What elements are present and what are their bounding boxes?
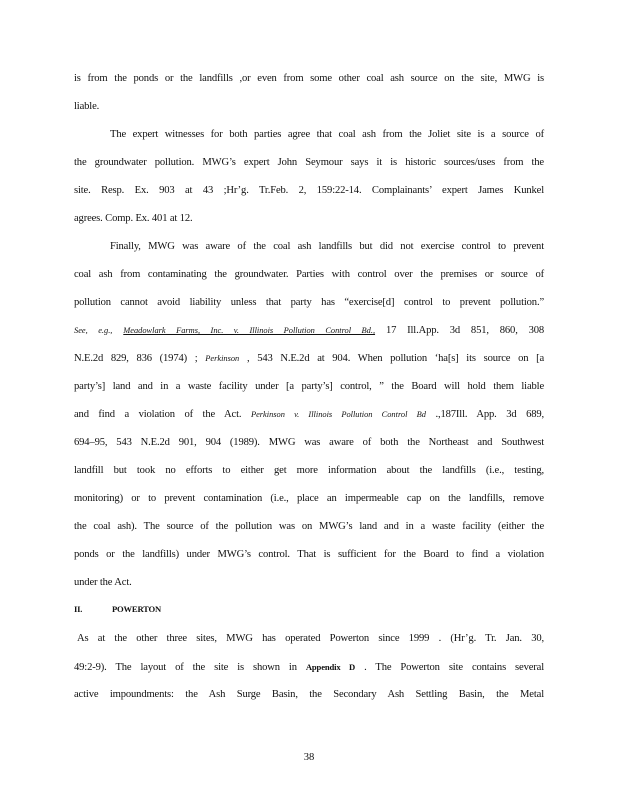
case-short-name: Perkinson: [205, 354, 240, 363]
body-line: active impoundments: the Ash Surge Basin, the Secondary Ash Settling Basin, the Metal: [74, 689, 544, 700]
text-run: and find a violation of the Act.: [74, 409, 242, 420]
body-line: [74, 352, 544, 366]
body-line: 694–95, 543 N.E.2d 901, 904 (1989). MWG was aware of both the Northeast and Southwest: [74, 437, 544, 448]
body-line: monitoring) or to prevent contamination (i.e., place an impermeable cap on the landfills, remove: [74, 493, 544, 504]
text-run: . The Powerton site contains several: [364, 662, 545, 673]
text-run: .,187Ill. App. 3d 689,: [435, 409, 545, 420]
section-heading: [74, 604, 161, 614]
body-line: agrees. Comp. Ex. 401 at 12.: [74, 213, 193, 224]
body-line: pollution cannot avoid liability unless that party has “exercise[d] control to prevent pollution.”: [74, 297, 544, 308]
body-line: [74, 660, 544, 675]
body-line: Finally, MWG was aware of the coal ash landfills but did not exercise control to prevent: [110, 241, 544, 252]
body-line: liable.: [74, 101, 100, 112]
case-name: Meadowlark Farms, Inc. v. Illinois Pollution Control Bd.,: [123, 326, 376, 335]
citation-line: [74, 324, 544, 338]
citation-signal: See, e.g.,: [74, 326, 113, 335]
section-number: II.: [74, 604, 83, 614]
case-name: Perkinson v. Illinois Pollution Control Bd: [250, 410, 426, 419]
text-run: , 543 N.E.2d at 904. When pollution ‘ha[s] its source on [a: [246, 353, 545, 364]
body-line: under the Act.: [74, 577, 132, 588]
body-line: the groundwater pollution. MWG’s expert John Seymour says it is historic sources/uses from the: [74, 157, 544, 168]
body-line: coal ash from contaminating the groundwater. Parties with control over the premises or source of: [74, 269, 544, 280]
body-line: the coal ash). The source of the pollution was on MWG’s land and in a waste facility (either the: [74, 521, 544, 532]
body-line: site. Resp. Ex. 903 at 43 ;Hr’g. Tr.Feb. 2, 159:22-14. Complainants’ expert James Kunkel: [74, 185, 544, 196]
citation-reporter: 17 Ill.App. 3d 851, 860, 308: [385, 325, 545, 336]
body-line: As at the other three sites, MWG has operated Powerton since 1999 . (Hr’g. Tr. Jan. 30,: [77, 633, 544, 644]
section-title: POWERTON: [112, 604, 162, 614]
body-line: The expert witnesses for both parties agree that coal ash from the Joliet site is a source of: [110, 129, 544, 140]
body-line: landfill but took no efforts to either get more information about the landfills (i.e., testing,: [74, 465, 544, 476]
body-line: party’s] land and in a waste facility under [a party’s] control, ” the Board will hold them liable: [74, 381, 544, 392]
page-number: 38: [303, 752, 315, 763]
text-run: 49:2-9). The layout of the site is shown in: [74, 662, 297, 673]
body-line: is from the ponds or the landfills ,or even from some other coal ash source on the site, MWG is: [74, 73, 544, 84]
appendix-reference: Appendix D: [305, 662, 356, 672]
body-line: ponds or the landfills) under MWG’s control. That is sufficient for the Board to find a violation: [74, 549, 544, 560]
body-line: [74, 408, 544, 422]
text-run: N.E.2d 829, 836 (1974) ;: [74, 353, 198, 364]
